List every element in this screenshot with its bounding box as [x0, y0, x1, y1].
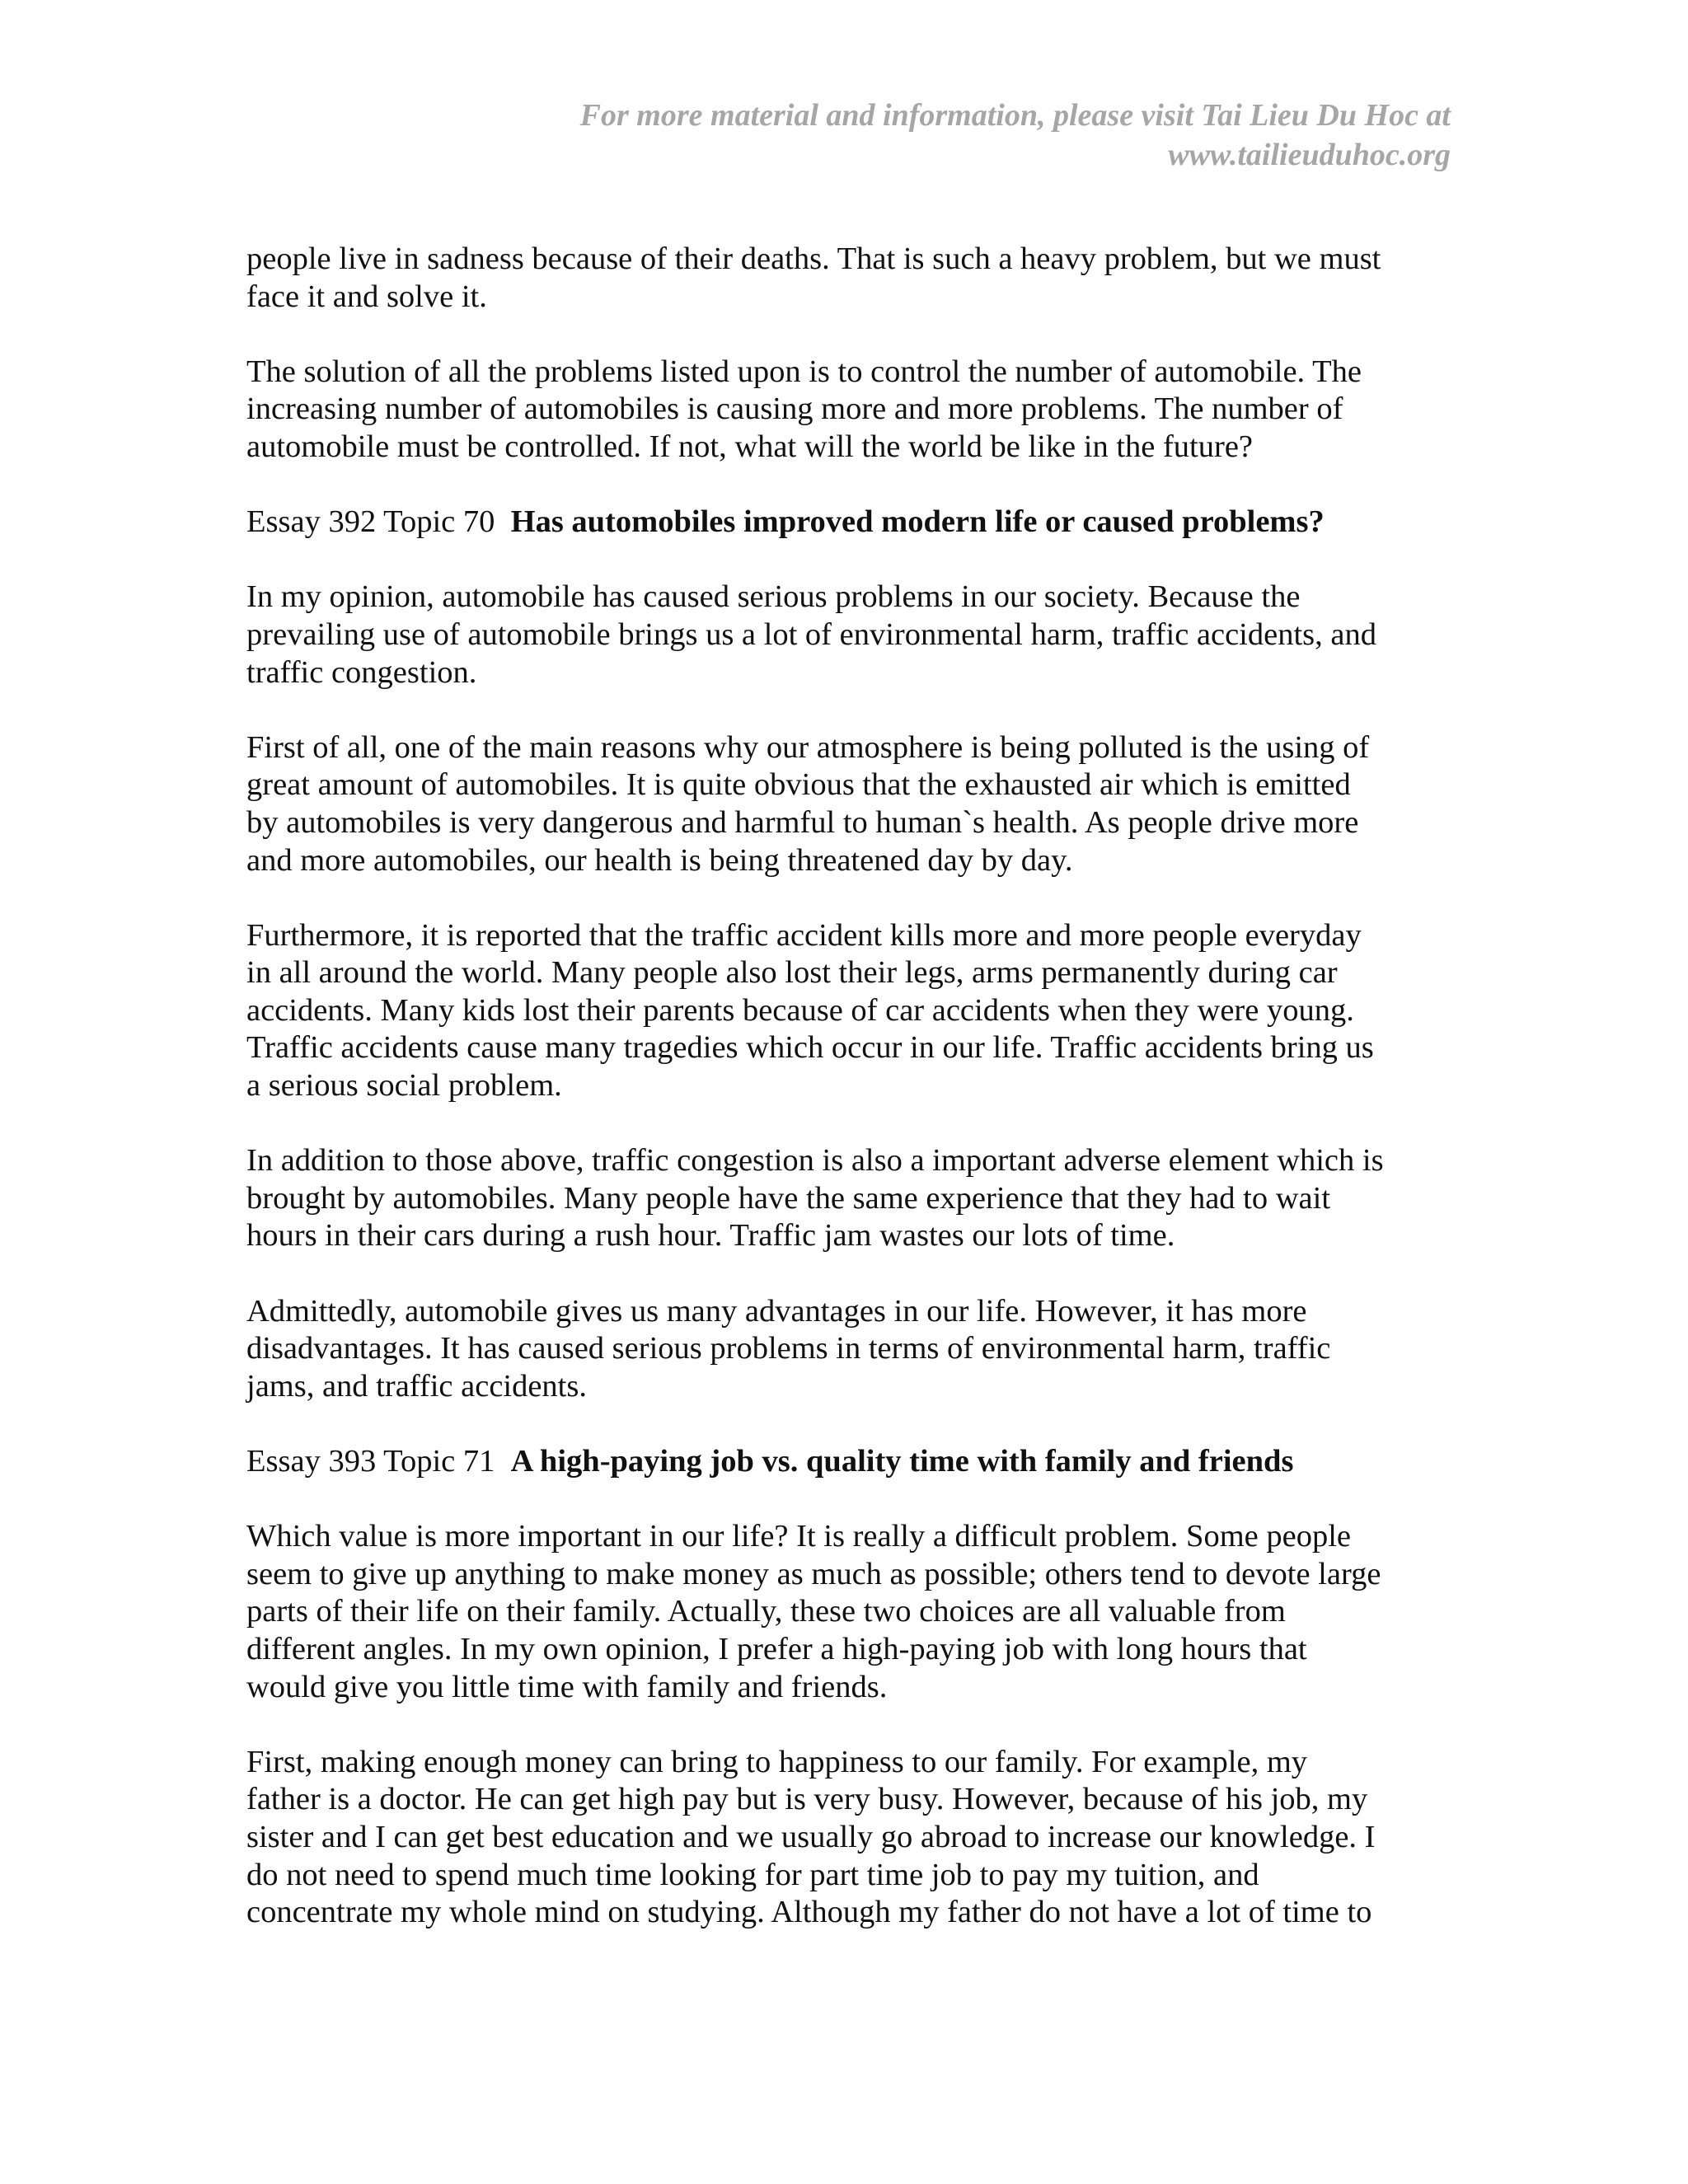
header-url: www.tailieuduhoc.org	[1168, 138, 1451, 172]
paragraph: In my opinion, automobile has caused serious problems in our society. Because the prevailing use of automobile brings us a lot of environmental harm, traffic accidents, and traffic congestion.	[246, 579, 1376, 690]
header-line-1: For more material and information, please visit Tai Lieu Du Hoc at	[579, 98, 1451, 133]
paragraph: Admittedly, automobile gives us many advantages in our life. However, it has more disadvantages. It has caused serious problems in terms of environmental harm, traffic jams, and traffic accidents.	[246, 1293, 1331, 1404]
essay-title: A high-paying job vs. quality time with family and friends	[510, 1444, 1294, 1479]
paragraph: Furthermore, it is reported that the traffic accident kills more and more people everyday in all around the world. Many people also lost their legs, arms permanently during car accidents. Many kids lost their parents because of car accidents when they were young. Traffic accidents cause many tragedies which occur in our life. Traffic accidents bring us a serious social problem.	[246, 917, 1374, 1104]
essay-heading	[246, 1443, 1437, 1481]
paragraph: Which value is more important in our life? It is really a difficult problem. Some people seem to give up anything to make money as much as possible; others tend to devote large parts of their life on their family. Actually, these two choices are all valuable from different angles. In my own opinion, I prefer a high-paying job with long hours that would give you little time with family and friends.	[246, 1519, 1381, 1704]
page-header	[297, 96, 1451, 175]
paragraph: In addition to those above, traffic congestion is also a important adverse element which is brought by automobiles. Many people have the same experience that they had to wait hours in their cars during a rush hour. Traffic jam wastes our lots of time.	[246, 1143, 1384, 1254]
essay-label: Essay 393 Topic 71	[246, 1444, 495, 1479]
essay-title: Has automobiles improved modern life or caused problems?	[510, 504, 1325, 540]
paragraph: The solution of all the problems listed upon is to control the number of automobile. The increasing number of automobiles is causing more and more problems. The number of automobile must be controlled. If not, what will the world be like in the future?	[246, 354, 1362, 464]
paragraph: people live in sadness because of their deaths. That is such a heavy problem, but we must face it and solve it.	[246, 241, 1381, 314]
paragraph: First, making enough money can bring to happiness to our family. For example, my father is a doctor. He can get high pay but is very busy. However, because of his job, my sister and I can get best education and we usually go abroad to increase our knowledge. I do not need to spend much time looking for part time job to pay my tuition, and concentrate my whole mind on studying. Although my father do not have a lot of time to	[246, 1744, 1376, 1930]
essay-heading	[246, 504, 1437, 541]
document-body	[246, 241, 1437, 1969]
essay-label: Essay 392 Topic 70	[246, 504, 495, 540]
paragraph: First of all, one of the main reasons why our atmosphere is being polluted is the using of great amount of automobiles. It is quite obvious that the exhausted air which is emitted by automobiles is very dangerous and harmful to human`s health. As people drive more and more automobiles, our health is being threatened day by day.	[246, 729, 1370, 878]
